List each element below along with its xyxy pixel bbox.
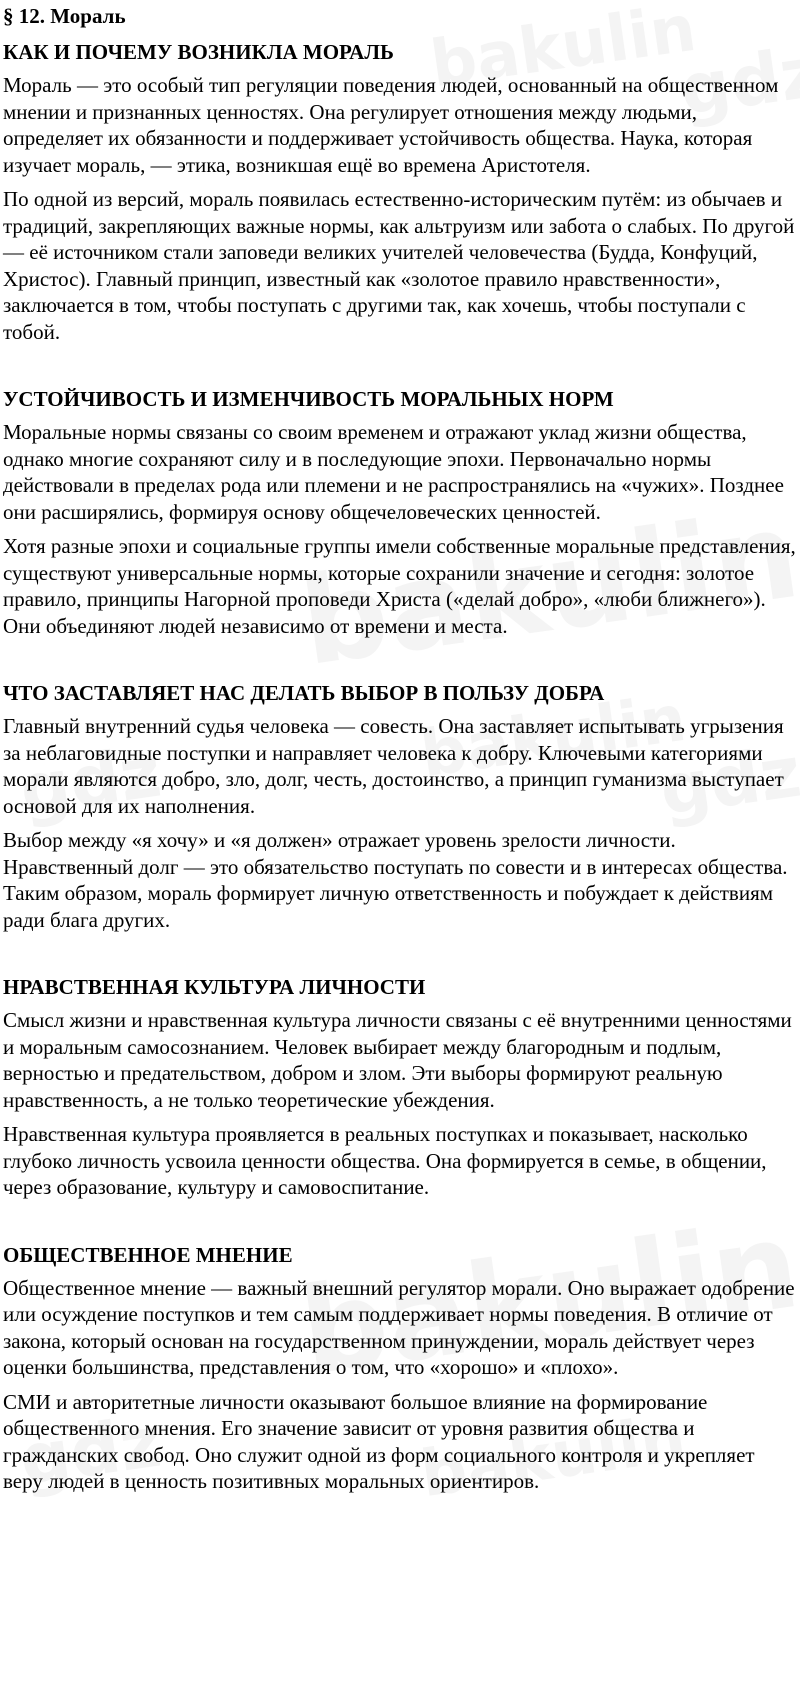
section-moral-culture <box>3 973 797 1201</box>
page-title: § 12. Мораль <box>3 4 126 28</box>
paragraph: Выбор между «я хочу» и «я должен» отражает уровень зрелости личности. Нравственный долг — это обязательство поступать по совести и в интересах общества. Таким образом, мораль формирует личную ответственность и побуждает к действиям ради блага других. <box>3 828 788 932</box>
section-public-opinion <box>3 1241 797 1495</box>
section-heading: КАК И ПОЧЕМУ ВОЗНИКЛА МОРАЛЬ <box>3 40 394 64</box>
paragraph: Общественное мнение — важный внешний регулятор морали. Оно выражает одобрение или осуждение поступков и тем самым поддерживает нормы поведения. В отличие от закона, который основан на государственном принуждении, мораль действует через оценки большинства, представления о том, что «хорошо» и «плохо». <box>3 1275 795 1379</box>
section-heading: ЧТО ЗАСТАВЛЯЕТ НАС ДЕЛАТЬ ВЫБОР В ПОЛЬЗУ ДОБРА <box>3 681 605 705</box>
section-origin <box>3 38 797 345</box>
section-stability <box>3 385 797 639</box>
paragraph: Моральные нормы связаны со своим временем и отражают уклад жизни общества, однако многие сохраняют силу и в последующие эпохи. Первоначально нормы действовали в пределах рода или племени и не распространялись на «чужих». Позднее они расширялись, формируя основу общечеловеческих ценностей. <box>3 420 784 524</box>
paragraph: По одной из версий, мораль появилась естественно-историческим путём: из обычаев и традиций, закрепляющих важные нормы, как альтруизм или забота о слабых. По другой — её источником стали заповеди великих учителей человечества (Будда, Конфуций, Христос). Главный принцип, известный как «золотое правило нравственности», заключается в том, чтобы поступать с другими так, как хочешь, чтобы поступали с тобой. <box>3 187 795 344</box>
paragraph: Хотя разные эпохи и социальные группы имели собственные моральные представления, существуют универсальные нормы, которые сохранили значение и сегодня: золотое правило, принципы Нагорной проповеди Христа («делай добро», «люби ближнего»). Они объединяют людей независимо от времени и места. <box>3 534 796 638</box>
paragraph: Мораль — это особый тип регуляции поведения людей, основанный на общественном мнении и признанных ценностях. Она регулирует отношения между людьми, определяет их обязанности и поддерживает устойчивость общества. Наука, которая изучает мораль, — этика, возникшая ещё во времена Аристотеля. <box>3 73 779 177</box>
paragraph: Главный внутренний судья человека — совесть. Она заставляет испытывать угрызения за неблаговидные поступки и направляет человека к добру. Ключевыми категориями морали являются добро, зло, долг, честь, достоинство, а принцип гуманизма выступает основой для их наполнения. <box>3 714 784 818</box>
paragraph: Смысл жизни и нравственная культура личности связаны с её внутренними ценностями и моральным самосознанием. Человек выбирает между благородным и подлым, верностью и предательством, добром и злом. Эти выборы формируют реальную нравственность, а не только теоретические убеждения. <box>3 1008 792 1112</box>
section-heading: УСТОЙЧИВОСТЬ И ИЗМЕНЧИВОСТЬ МОРАЛЬНЫХ НОРМ <box>3 387 614 411</box>
section-heading: НРАВСТВЕННАЯ КУЛЬТУРА ЛИЧНОСТИ <box>3 975 426 999</box>
paragraph: Нравственная культура проявляется в реальных поступках и показывает, насколько глубоко личность усвоила ценности общества. Она формируется в семье, в общении, через образование, культуру и самовоспитание. <box>3 1122 767 1199</box>
paragraph: СМИ и авторитетные личности оказывают большое влияние на формирование общественного мнения. Его значение зависит от уровня развития общества и гражданских свобод. Оно служит одной из форм социального контроля и укрепляет веру людей в ценность позитивных моральных ориентиров. <box>3 1389 755 1493</box>
document-page <box>3 0 797 1503</box>
section-choice-of-good <box>3 679 797 933</box>
section-heading: ОБЩЕСТВЕННОЕ МНЕНИЕ <box>3 1242 293 1267</box>
